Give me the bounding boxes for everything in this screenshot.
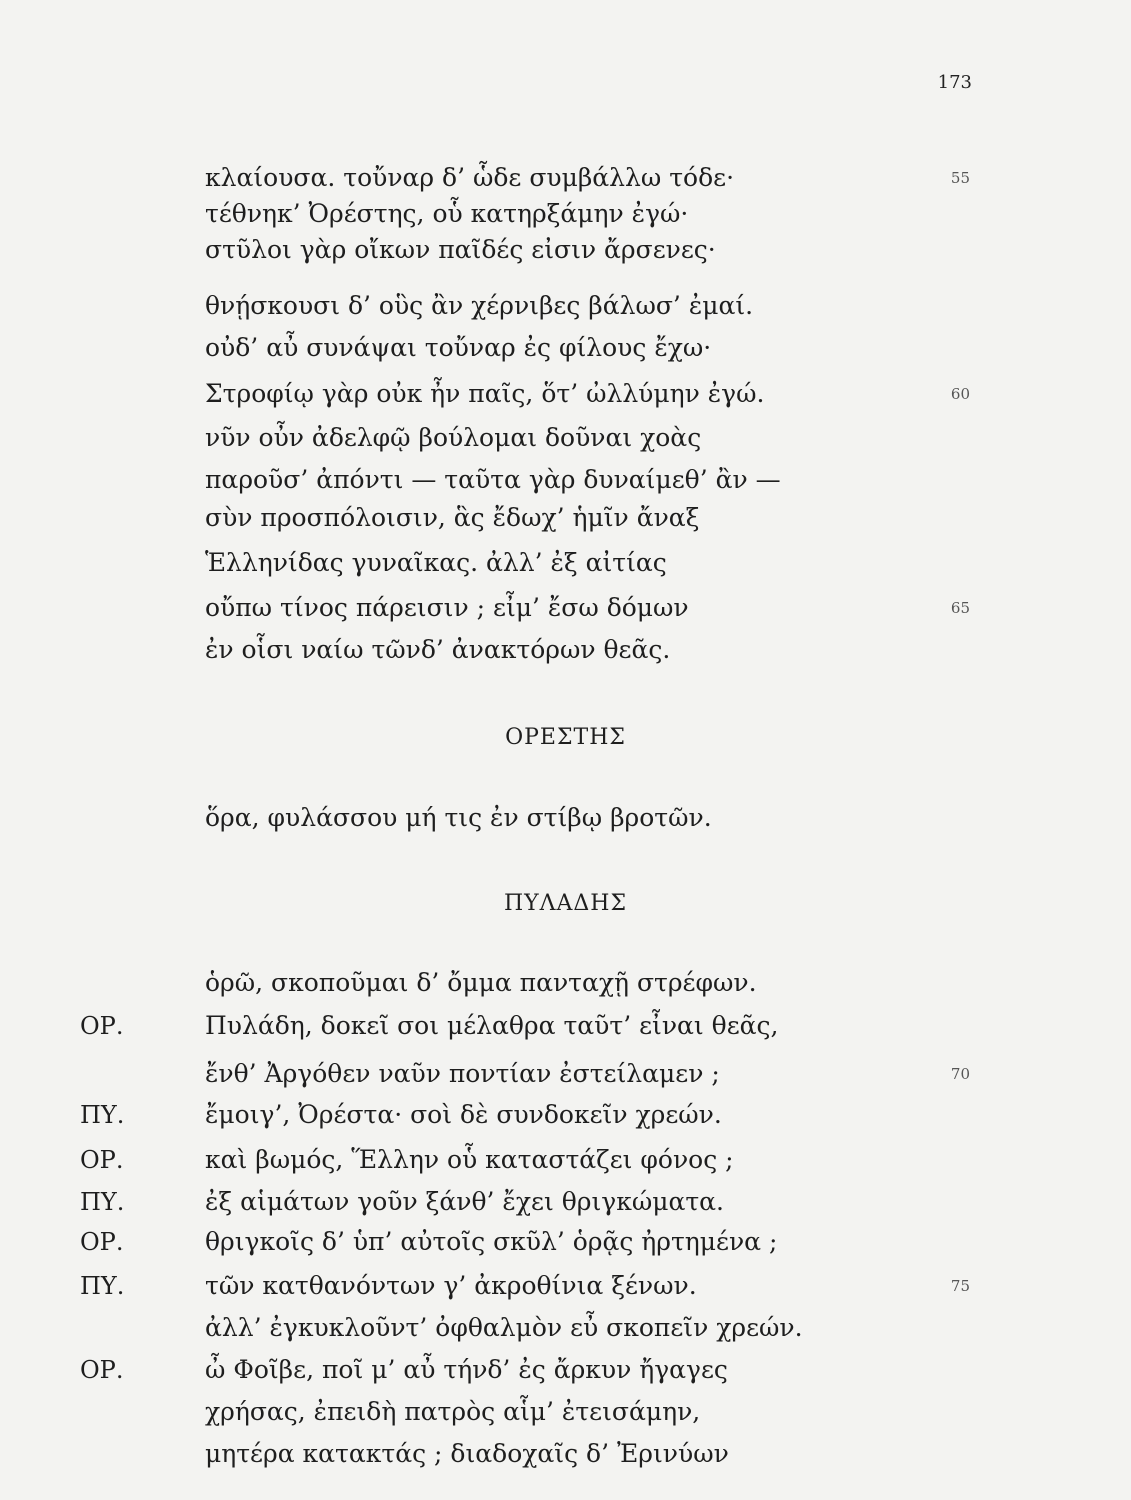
line-number: 65 xyxy=(950,599,970,617)
verse-line: στῦλοι γὰρ οἴκων παῖδές εἰσιν ἄρσενες· xyxy=(205,235,716,264)
speaker-label: ΟΡ. xyxy=(80,1146,124,1174)
line-number: 60 xyxy=(950,385,970,403)
verse-line: παροῦσ’ ἀπόντι — ταῦτα γὰρ δυναίμεθ’ ἂν — xyxy=(205,465,781,494)
verse-line: ἐν οἷσι ναίω τῶνδ’ ἀνακτόρων θεᾶς. xyxy=(205,635,671,664)
verse-line: ἔμοιγ’, Ὀρέστα· σοὶ δὲ συνδοκεῖν χρεών. xyxy=(205,1100,722,1129)
speaker-heading: ΠΥΛΑΔΗΣ xyxy=(503,891,628,916)
verse-line: ὁρῶ, σκοποῦμαι δ’ ὄμμα πανταχῇ στρέφων. xyxy=(205,968,757,997)
speaker-heading: ΟΡΕΣΤΗΣ xyxy=(505,725,626,750)
verse-line: Στροφίῳ γὰρ οὐκ ἦν παῖς, ὅτ’ ὠλλύμην ἐγώ. xyxy=(205,379,765,408)
verse-line: Πυλάδη, δοκεῖ σοι μέλαθρα ταῦτ’ εἶναι θεᾶς, xyxy=(205,1011,779,1040)
speaker-label: ΠΥ. xyxy=(80,1101,125,1129)
verse-line: θνῄσκουσι δ’ οὓς ἂν χέρνιβες βάλωσ’ ἐμαί. xyxy=(205,291,754,320)
verse-line: νῦν οὖν ἀδελφῷ βούλομαι δοῦναι χοὰς xyxy=(205,423,702,452)
speaker-label: ΟΡ. xyxy=(80,1356,124,1384)
speaker-label: ΟΡ. xyxy=(80,1228,124,1256)
line-number: 75 xyxy=(950,1277,970,1295)
verse-line: τῶν κατθανόντων γ’ ἀκροθίνια ξένων. xyxy=(205,1271,697,1300)
verse-line: μητέρα κατακτάς ; διαδοχαῖς δ’ Ἐρινύων xyxy=(205,1439,729,1468)
line-number: 55 xyxy=(950,169,970,187)
verse-line: κλαίουσα. τοὔναρ δ’ ὧδε συμβάλλω τόδε· xyxy=(205,163,735,192)
speaker-label: ΠΥ. xyxy=(80,1272,125,1300)
speaker-label: ΟΡ. xyxy=(80,1012,124,1040)
verse-line: θριγκοῖς δ’ ὑπ’ αὐτοῖς σκῦλ’ ὁρᾷς ἠρτημένα ; xyxy=(205,1227,778,1256)
verse-line: ὦ Φοῖβε, ποῖ μ’ αὖ τήνδ’ ἐς ἄρκυν ἤγαγες xyxy=(205,1355,728,1384)
verse-line: Ἑλληνίδας γυναῖκας. ἀλλ’ ἐξ αἰτίας xyxy=(205,548,667,577)
verse-line: ἀλλ’ ἐγκυκλοῦντ’ ὀφθαλμὸν εὖ σκοπεῖν χρεών. xyxy=(205,1313,803,1342)
verse-line: ἐξ αἱμάτων γοῦν ξάνθ’ ἔχει θριγκώματα. xyxy=(205,1187,724,1216)
verse-line: οὔπω τίνος πάρεισιν ; εἶμ’ ἔσω δόμων xyxy=(205,593,689,622)
speaker-label: ΠΥ. xyxy=(80,1188,125,1216)
verse-line: τέθνηκ’ Ὀρέστης, οὗ κατηρξάμην ἐγώ· xyxy=(205,199,689,228)
verse-line: ἔνθ’ Ἀργόθεν ναῦν ποντίαν ἐστείλαμεν ; xyxy=(205,1059,720,1088)
verse-line: οὐδ’ αὖ συνάψαι τοὔναρ ἐς φίλους ἔχω· xyxy=(205,333,712,362)
verse-line: σὺν προσπόλοισιν, ἃς ἔδωχ’ ἡμῖν ἄναξ xyxy=(205,503,700,532)
verse-line: χρήσας, ἐπειδὴ πατρὸς αἷμ’ ἐτεισάμην, xyxy=(205,1397,701,1426)
verse-line: ὅρα, φυλάσσου μή τις ἐν στίβῳ βροτῶν. xyxy=(205,803,712,832)
verse-line: καὶ βωμός, Ἕλλην οὗ καταστάζει φόνος ; xyxy=(205,1145,734,1174)
line-number: 70 xyxy=(950,1065,970,1083)
page-number: 173 xyxy=(937,72,972,93)
